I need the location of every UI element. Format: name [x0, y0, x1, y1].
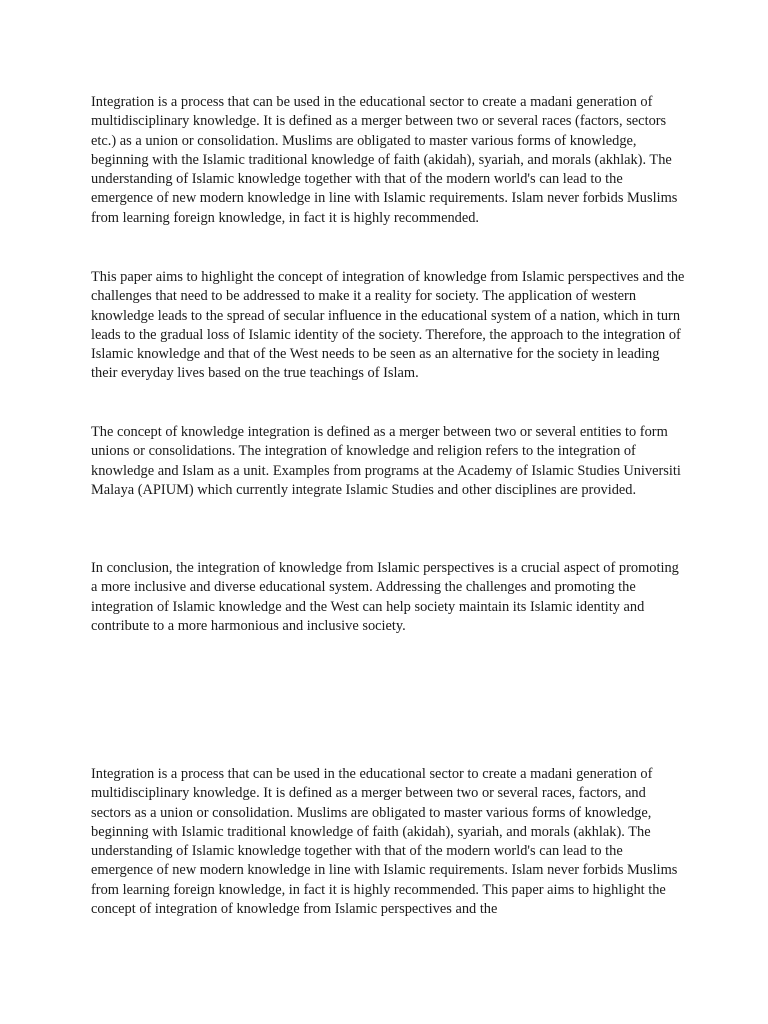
paragraph-integration-intro: Integration is a process that can be used in the educational sector to create a madani generation of multidisciplinary knowledge. It is defined as a merger between two or several races (factors, sectors etc.) as a union or consolidation. Muslims are obligated to master various forms of knowledge, beginning with the Islamic traditional knowledge of faith (akidah), syariah, and morals (akhlak). The understanding of Islamic knowledge together with that of the modern world's can lead to the emergence of new modern knowledge in line with Islamic requirements. Islam never forbids Muslims from learning foreign knowledge, in fact it is highly recommended.	[91, 94, 678, 226]
paragraph-conclusion: In conclusion, the integration of knowledge from Islamic perspectives is a crucial aspect of promoting a more inclusive and diverse educational system. Addressing the challenges and promoting the integration of Islamic knowledge and the West can help society maintain its Islamic identity and contribute to a more harmonious and inclusive society.	[91, 560, 679, 634]
paragraph-knowledge-integration-concept: The concept of knowledge integration is defined as a merger between two or several entities to form unions or consolidations. The integration of knowledge and religion refers to the integration of knowledge and Islam as a unit. Examples from programs at the Academy of Islamic Studies Universiti Malaya (APIUM) which currently integrate Islamic Studies and other disciplines are provided.	[91, 424, 681, 498]
paragraph-paper-aims: This paper aims to highlight the concept of integration of knowledge from Islamic perspectives and the challenges that need to be addressed to make it a reality for society. The application of western knowledge leads to the spread of secular influence in the educational system of a nation, which in turn leads to the gradual loss of Islamic identity of the society. Therefore, the approach to the integration of Islamic knowledge and that of the West needs to be seen as an alternative for the society in leading their everyday lives based on the true teachings of Islam.	[91, 269, 685, 382]
paragraph-integration-repeat: Integration is a process that can be used in the educational sector to create a madani generation of multidisciplinary knowledge. It is defined as a merger between two or several races, factors, and sectors as a union or consolidation. Muslims are obligated to master various forms of knowledge, beginning with Islamic traditional knowledge of faith (akidah), syariah, and morals (akhlak). The understanding of Islamic knowledge together with that of the modern world's can lead to the emergence of new modern knowledge in line with Islamic requirements. Islam never forbids Muslims from learning foreign knowledge, in fact it is highly recommended. This paper aims to highlight the concept of integration of knowledge from Islamic perspectives and the	[91, 766, 678, 918]
